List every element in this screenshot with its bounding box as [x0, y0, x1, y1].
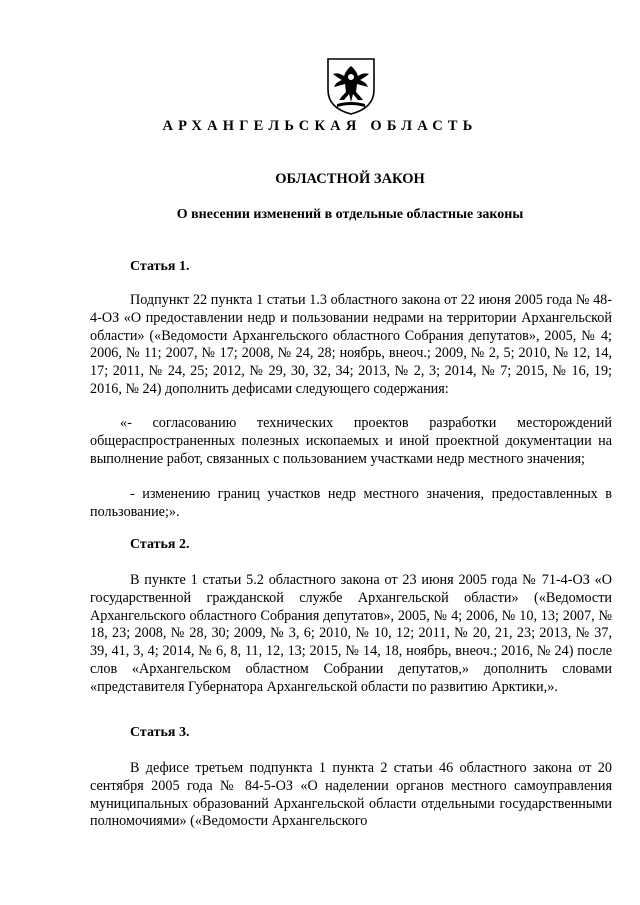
article-1-heading: Статья 1.	[130, 259, 190, 274]
article-1-paragraph-2: «- согласованию технических проектов разработки месторождений общераспространенных полезных ископаемых и иной проектной документации на выполнение работ, связанных с пользованием участками недр местного значения;	[90, 415, 612, 467]
article-1-paragraph-1: Подпункт 22 пункта 1 статьи 1.3 областного закона от 22 июня 2005 года № 48-4-ОЗ «О предоставлении недр и пользовании недрами на территории Архангельской области» («Ведомости Архангельского областного Собрания депутатов», 2005, № 4; 2006, № 11; 2007, № 17; 2008, № 24, 28; ноябрь, внеоч.; 2009, № 2, 5; 2010, № 12, 14, 17; 2011, № 24, 25; 2012, № 29, 30, 32, 34; 2013, № 2, 3; 2014, № 7; 2015, № 16, 19; 2016, № 24) дополнить дефисами следующего содержания:	[90, 292, 612, 397]
article-3-paragraph-1: В дефисе третьем подпункта 1 пункта 2 статьи 46 областного закона от 20 сентября 2005 года № 84-5-ОЗ «О наделении органов местного самоуправления муниципальных образований Архангельской области отдельными государственными полномочиями» («Ведомости Архангельского	[90, 760, 612, 830]
law-type-heading: ОБЛАСТНОЙ ЗАКОН	[275, 171, 425, 187]
article-3-heading: Статья 3.	[130, 725, 190, 740]
article-1-paragraph-3: - изменению границ участков недр местного значения, предоставленных в пользование;».	[90, 486, 612, 520]
region-name: АРХАНГЕЛЬСКАЯ ОБЛАСТЬ	[162, 118, 478, 134]
article-2-heading: Статья 2.	[130, 537, 190, 552]
article-2-paragraph-1: В пункте 1 статьи 5.2 областного закона от 23 июня 2005 года № 71-4-ОЗ «О государственной гражданской службе Архангельской области» («Ведомости Архангельского областного Собрания депутатов», 2005, № 4; 2006, № 10, 13; 2007, № 18, 23; 2008, № 28, 30; 2009, № 3, 6; 2010, № 10, 12; 2011, № 20, 21, 23; 2013, № 37, 39, 41, 3, 4; 2014, № 6, 8, 11, 12, 13; 2015, № 14, 18, ноябрь, внеоч.; 2016, № 24) после слов «Архангельском областном Собрании депутатов,» дополнить словами «представителя Губернатора Архангельской области по развитию Арктики,».	[90, 572, 612, 695]
law-title: О внесении изменений в отдельные областные законы	[176, 207, 524, 222]
coat-of-arms-emblem	[324, 56, 378, 116]
